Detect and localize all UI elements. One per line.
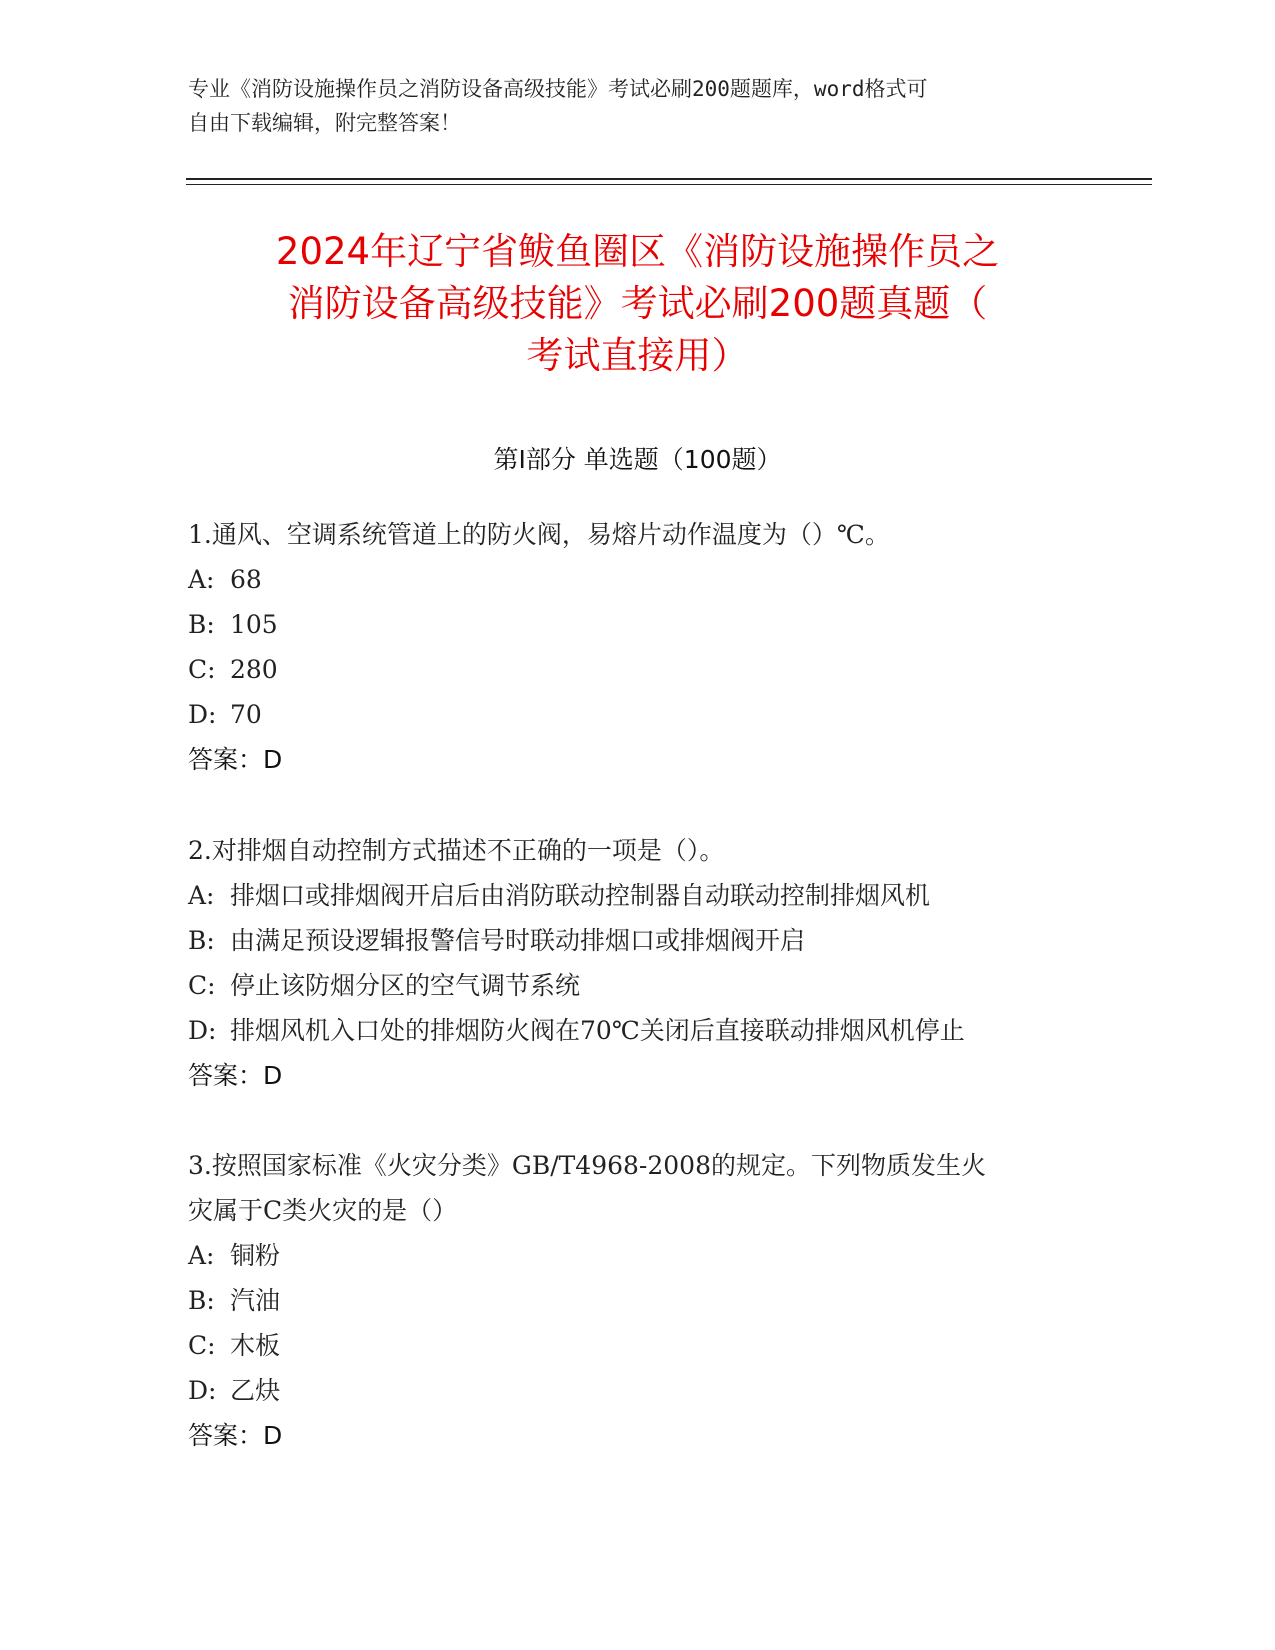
option-text: 木板: [230, 1331, 281, 1360]
option-letter: B:: [188, 926, 215, 955]
header-divider-thin: [186, 184, 1152, 185]
question-text-line-1: 3.按照国家标准《火灾分类》GB/T4968-2008的规定。下列物质发生火: [188, 1151, 986, 1180]
option-b: [188, 602, 1088, 647]
option-b: [188, 1278, 1088, 1323]
option-text: 排烟口或排烟阀开启后由消防联动控制器自动联动控制排烟风机: [230, 881, 931, 910]
option-a: [188, 1233, 1088, 1278]
option-a: [188, 557, 1088, 602]
question-3: [188, 1143, 1088, 1458]
question-text-line-2: 灾属于C类火灾的是（）: [188, 1196, 458, 1225]
answer: 答案：D: [188, 1421, 283, 1450]
option-letter: D:: [188, 1376, 217, 1405]
option-d: [188, 1008, 1088, 1053]
option-text: 280: [230, 655, 278, 684]
option-letter: A:: [188, 881, 215, 910]
section-title: 第Ⅰ部分 单选题（100题）: [493, 445, 782, 474]
title-line-2: 消防设备高级技能》考试必刷200题真题（: [287, 282, 988, 325]
option-letter: D:: [188, 700, 217, 729]
header-divider-thick: [186, 178, 1152, 180]
title-line-3: 考试直接用）: [526, 334, 749, 377]
answer: 答案：D: [188, 1061, 283, 1090]
option-d: [188, 1368, 1088, 1413]
question-1: [188, 512, 1088, 782]
option-text: 停止该防烟分区的空气调节系统: [230, 971, 581, 1000]
option-letter: C:: [188, 655, 216, 684]
option-c: [188, 1323, 1088, 1368]
option-text: 乙炔: [230, 1376, 281, 1405]
header-note-line-1: 专业《消防设施操作员之消防设备高级技能》考试必刷200题题库，word格式可: [188, 77, 928, 101]
option-text: 由满足预设逻辑报警信号时联动排烟口或排烟阀开启: [230, 926, 806, 955]
option-letter: A:: [188, 565, 215, 594]
answer: 答案：D: [188, 745, 283, 774]
option-letter: A:: [188, 1241, 215, 1270]
option-text: 汽油: [230, 1286, 281, 1315]
option-c: [188, 647, 1088, 692]
option-letter: C:: [188, 971, 216, 1000]
question-2: [188, 828, 1088, 1098]
option-letter: B:: [188, 610, 215, 639]
option-b: [188, 918, 1088, 963]
option-letter: C:: [188, 1331, 216, 1360]
option-text: 70: [230, 700, 262, 729]
header-note: [188, 72, 1068, 140]
option-text: 排烟风机入口处的排烟防火阀在70℃关闭后直接联动排烟风机停止: [230, 1016, 965, 1045]
question-text: 1.通风、空调系统管道上的防火阀，易熔片动作温度为（）℃。: [188, 520, 890, 549]
option-text: 铜粉: [230, 1241, 281, 1270]
option-text: 68: [230, 565, 262, 594]
option-letter: B:: [188, 1286, 215, 1315]
option-d: [188, 692, 1088, 737]
option-text: 105: [230, 610, 278, 639]
option-c: [188, 963, 1088, 1008]
title-line-1: 2024年辽宁省鲅鱼圈区《消防设施操作员之: [275, 230, 1000, 273]
document-title: [160, 226, 1115, 382]
question-text: 2.对排烟自动控制方式描述不正确的一项是（）。: [188, 836, 725, 865]
option-letter: D:: [188, 1016, 217, 1045]
option-a: [188, 873, 1088, 918]
header-note-line-2: 自由下载编辑，附完整答案！: [188, 111, 461, 135]
